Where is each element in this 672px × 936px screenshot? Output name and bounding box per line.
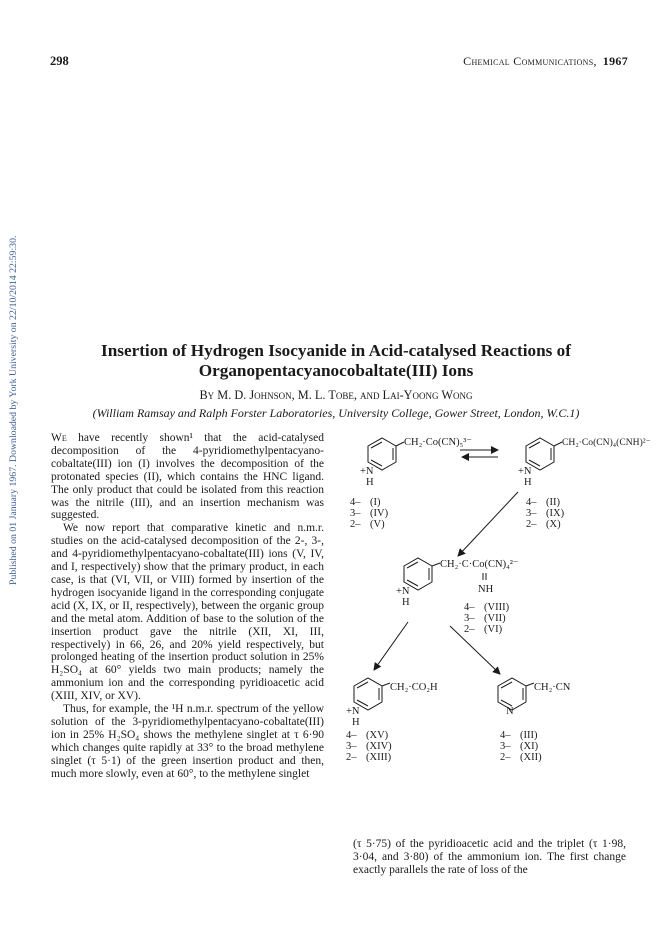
reaction-scheme bbox=[340, 430, 651, 830]
label-XII: (XII) bbox=[520, 752, 542, 763]
download-notice[interactable] bbox=[6, 165, 22, 585]
article-title-line-2: Organopentacyanocobaltate(III) Ions bbox=[198, 361, 474, 380]
page-number: 298 bbox=[50, 54, 69, 68]
label-XI: (XI) bbox=[520, 741, 539, 752]
label-III: (III) bbox=[520, 730, 538, 741]
species-5-iso-2: 2– bbox=[500, 752, 511, 763]
label-VIII: (VIII) bbox=[484, 602, 510, 613]
journal-name: Chemical Communications, bbox=[463, 54, 597, 68]
ring-5-n: N bbox=[506, 706, 514, 717]
species-2-iso-4: 4– bbox=[526, 497, 537, 508]
label-I: (I) bbox=[370, 497, 381, 508]
species-4-formula: CH₂·CO₂H bbox=[390, 682, 438, 693]
ring-3-nplus: +N bbox=[396, 586, 410, 597]
species-1-iso-4: 4– bbox=[350, 497, 361, 508]
species-4-iso-4: 4– bbox=[346, 730, 357, 741]
species-3-iso-2: 2– bbox=[464, 624, 475, 635]
label-X: (X) bbox=[546, 519, 561, 530]
species-1-iso-2: 2– bbox=[350, 519, 361, 530]
ring-3-h: H bbox=[402, 597, 410, 608]
species-5-formula: CH₂·CN bbox=[534, 682, 571, 693]
body-column-right: (τ 5·75) of the pyridioacetic acid and the triplet (τ 1·98, 3·04, and 3·80) of the ammonium ion. The first change exactly parallels the rate of loss of the bbox=[353, 838, 626, 876]
ring-2-nplus: +N bbox=[518, 466, 532, 477]
journal-header bbox=[463, 54, 628, 69]
label-II: (II) bbox=[546, 497, 560, 508]
paragraph-1-text: have recently shown¹ that the acid-catalysed decomposition of the 4-pyridiomethylpentacyano-cobaltate(III) ion (I) involves the decomposition of the protonated species (II), which contains the HNC ligand. The only product that could be isolated from this reaction was the nitrile (III), and an insertion mechanism was suggested. bbox=[51, 432, 324, 522]
authors: By M. D. Johnson, M. L. Tobe, and Lai-Yoong Wong bbox=[199, 388, 473, 402]
label-IX: (IX) bbox=[546, 508, 565, 519]
species-4-iso-3: 3– bbox=[346, 741, 357, 752]
affiliation: (William Ramsay and Ralph Forster Laboratories, University College, Gower Street, London, W.C.1) bbox=[92, 406, 580, 420]
species-2-formula: CH₂·Co(CN)₄(CNH)²⁻ bbox=[562, 437, 651, 448]
species-3-iso-3: 3– bbox=[464, 613, 475, 624]
label-XIII: (XIII) bbox=[366, 752, 392, 763]
species-4-iso-2: 2– bbox=[346, 752, 357, 763]
label-XIV: (XIV) bbox=[366, 741, 392, 752]
species-5-iso-3: 3– bbox=[500, 741, 511, 752]
article-title-line-1: Insertion of Hydrogen Isocyanide in Acid-catalysed Reactions of bbox=[101, 341, 571, 360]
paragraph-3: Thus, for example, the ¹H n.m.r. spectrum of the yellow solution of the 3-pyridiomethylpentacyano-cobaltate(III) ion in 25% H₂SO₄ shows the methylene singlet at τ 6·90 which changes quite rapidly at 33° to the broad methylene singlet (τ 5·1) of the green insertion product and then, much more slowly, even at 60°, to the methylene singlet bbox=[51, 703, 324, 780]
label-XV: (XV) bbox=[366, 730, 389, 741]
download-notice-text[interactable]: Published on 01 January 1967. Downloaded by York University on 22/10/2014 22:59:30. bbox=[8, 235, 19, 585]
species-2-iso-2: 2– bbox=[526, 519, 537, 530]
ring-1-h: H bbox=[366, 477, 374, 488]
body-column-left bbox=[51, 432, 324, 780]
label-VII: (VII) bbox=[484, 613, 506, 624]
species-3-iso-4: 4– bbox=[464, 602, 475, 613]
ring-2-h: H bbox=[524, 477, 532, 488]
species-3-formula: CH₂·C·Co(CN)₄²⁻ bbox=[440, 559, 519, 570]
paragraph-1 bbox=[51, 432, 324, 522]
label-V: (V) bbox=[370, 519, 385, 530]
species-3-nh: NH bbox=[478, 584, 494, 595]
species-2-iso-3: 3– bbox=[526, 508, 537, 519]
paragraph-1-dropcap: We bbox=[51, 432, 67, 444]
label-IV: (IV) bbox=[370, 508, 389, 519]
species-1-iso-3: 3– bbox=[350, 508, 361, 519]
paragraph-2: We now report that comparative kinetic and n.m.r. studies on the acid-catalysed decomposition of the 2-, 3-, and 4-pyridiomethylpentacyano-cobaltate(III) ions (V, IV, and I, respectively) show that the primary product, in each case, is that (VI, VII, or VIII) formed by insertion of the hydrogen isocyanide ligand in the corresponding conjugate acid (X, IX, or II, respectively), between the organic group and the metal atom. Addition of base to the solution of the insertion product gave the nitrile (XII, XI, III, respectively) in 66, 26, and 20% yield respectively, but prolonged heating of the insertion product solution in 25% H₂SO₄ at 60° yields two main products; namely the ammonium ion and the corresponding pyridioacetic acid (XIII, XIV, or XV). bbox=[51, 522, 324, 703]
species-1-formula: CH₂·Co(CN)₅³⁻ bbox=[404, 437, 472, 448]
journal-year: 1967 bbox=[602, 54, 628, 68]
ring-1-nplus: +N bbox=[360, 466, 374, 477]
label-VI: (VI) bbox=[484, 624, 503, 635]
species-5-iso-4: 4– bbox=[500, 730, 511, 741]
ring-4-nplus: +N bbox=[346, 706, 360, 717]
ring-4-h: H bbox=[352, 717, 360, 728]
